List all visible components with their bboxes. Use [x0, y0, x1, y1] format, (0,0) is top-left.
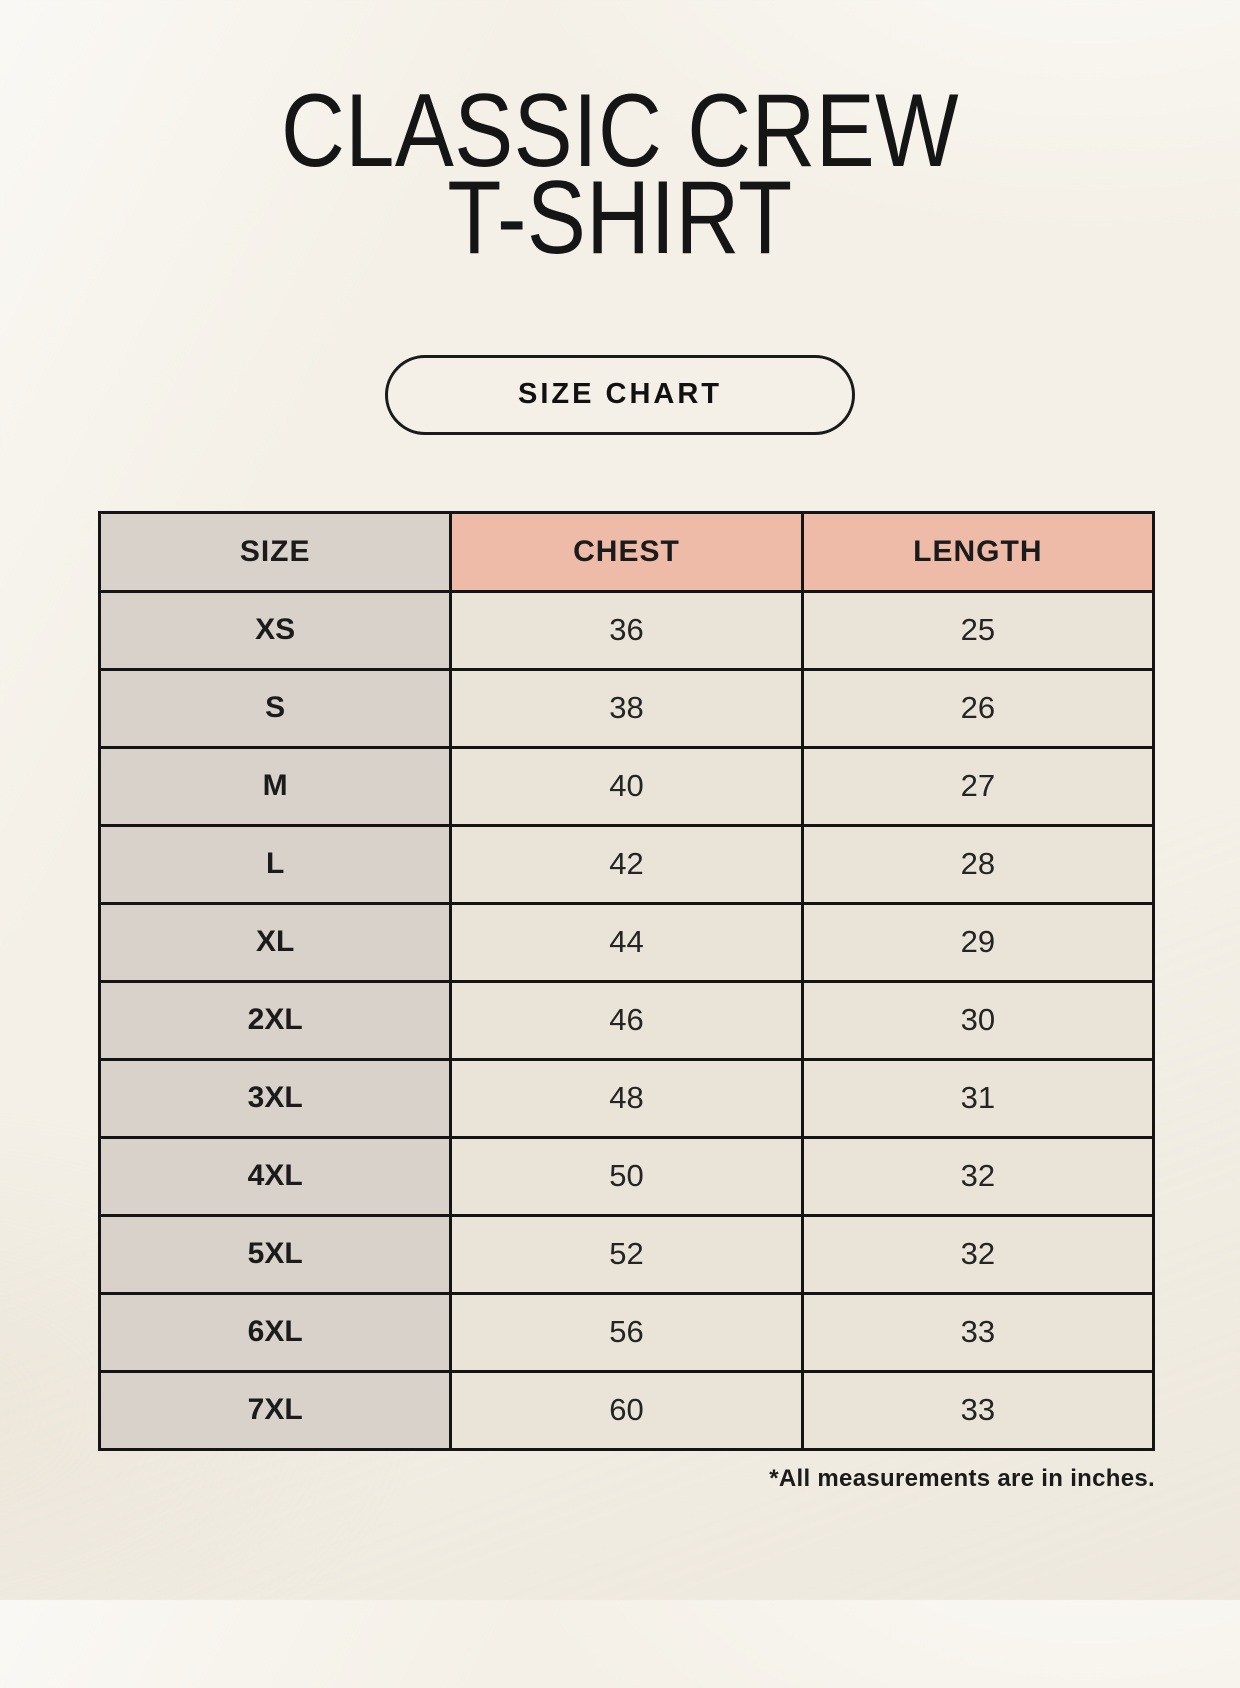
chest-value: 44: [451, 903, 802, 981]
chest-value: 42: [451, 825, 802, 903]
length-value: 32: [802, 1215, 1153, 1293]
size-label: 3XL: [100, 1059, 451, 1137]
length-value: 28: [802, 825, 1153, 903]
table-row: [100, 747, 1154, 825]
size-label: 5XL: [100, 1215, 451, 1293]
size-label: XS: [100, 591, 451, 669]
length-value: 25: [802, 591, 1153, 669]
table-row: [100, 1371, 1154, 1449]
chest-value: 40: [451, 747, 802, 825]
size-label: 6XL: [100, 1293, 451, 1371]
table-row: [100, 1059, 1154, 1137]
length-value: 30: [802, 981, 1153, 1059]
table-row: [100, 903, 1154, 981]
chest-value: 38: [451, 669, 802, 747]
footnote: *All measurements are in inches.: [769, 1464, 1155, 1492]
page-title-line-2: T-SHIRT: [447, 160, 793, 277]
column-header-chest: CHEST: [451, 512, 802, 591]
table-row: [100, 825, 1154, 903]
table-header-row: [100, 512, 1154, 591]
chest-value: 52: [451, 1215, 802, 1293]
size-chart-badge-label: SIZE CHART: [518, 378, 722, 411]
column-header-length: LENGTH: [802, 512, 1153, 591]
chest-value: 56: [451, 1293, 802, 1371]
size-label: XL: [100, 903, 451, 981]
length-value: 31: [802, 1059, 1153, 1137]
size-table: [98, 511, 1155, 1451]
table-row: [100, 981, 1154, 1059]
size-label: 7XL: [100, 1371, 451, 1449]
size-label: 4XL: [100, 1137, 451, 1215]
size-label: M: [100, 747, 451, 825]
table-row: [100, 591, 1154, 669]
length-value: 26: [802, 669, 1153, 747]
chest-value: 46: [451, 981, 802, 1059]
size-label: S: [100, 669, 451, 747]
size-label: 2XL: [100, 981, 451, 1059]
size-label: L: [100, 825, 451, 903]
chest-value: 60: [451, 1371, 802, 1449]
length-value: 33: [802, 1293, 1153, 1371]
column-header-size: SIZE: [100, 512, 451, 591]
chest-value: 36: [451, 591, 802, 669]
table-row: [100, 1215, 1154, 1293]
table-row: [100, 669, 1154, 747]
chest-value: 50: [451, 1137, 802, 1215]
length-value: 27: [802, 747, 1153, 825]
length-value: 32: [802, 1137, 1153, 1215]
length-value: 29: [802, 903, 1153, 981]
page-title: [93, 73, 1147, 277]
chest-value: 48: [451, 1059, 802, 1137]
size-chart-badge: [385, 355, 855, 435]
length-value: 33: [802, 1371, 1153, 1449]
page-title-line-1: CLASSIC CREW: [280, 73, 960, 189]
table-row: [100, 1137, 1154, 1215]
table-row: [100, 1293, 1154, 1371]
